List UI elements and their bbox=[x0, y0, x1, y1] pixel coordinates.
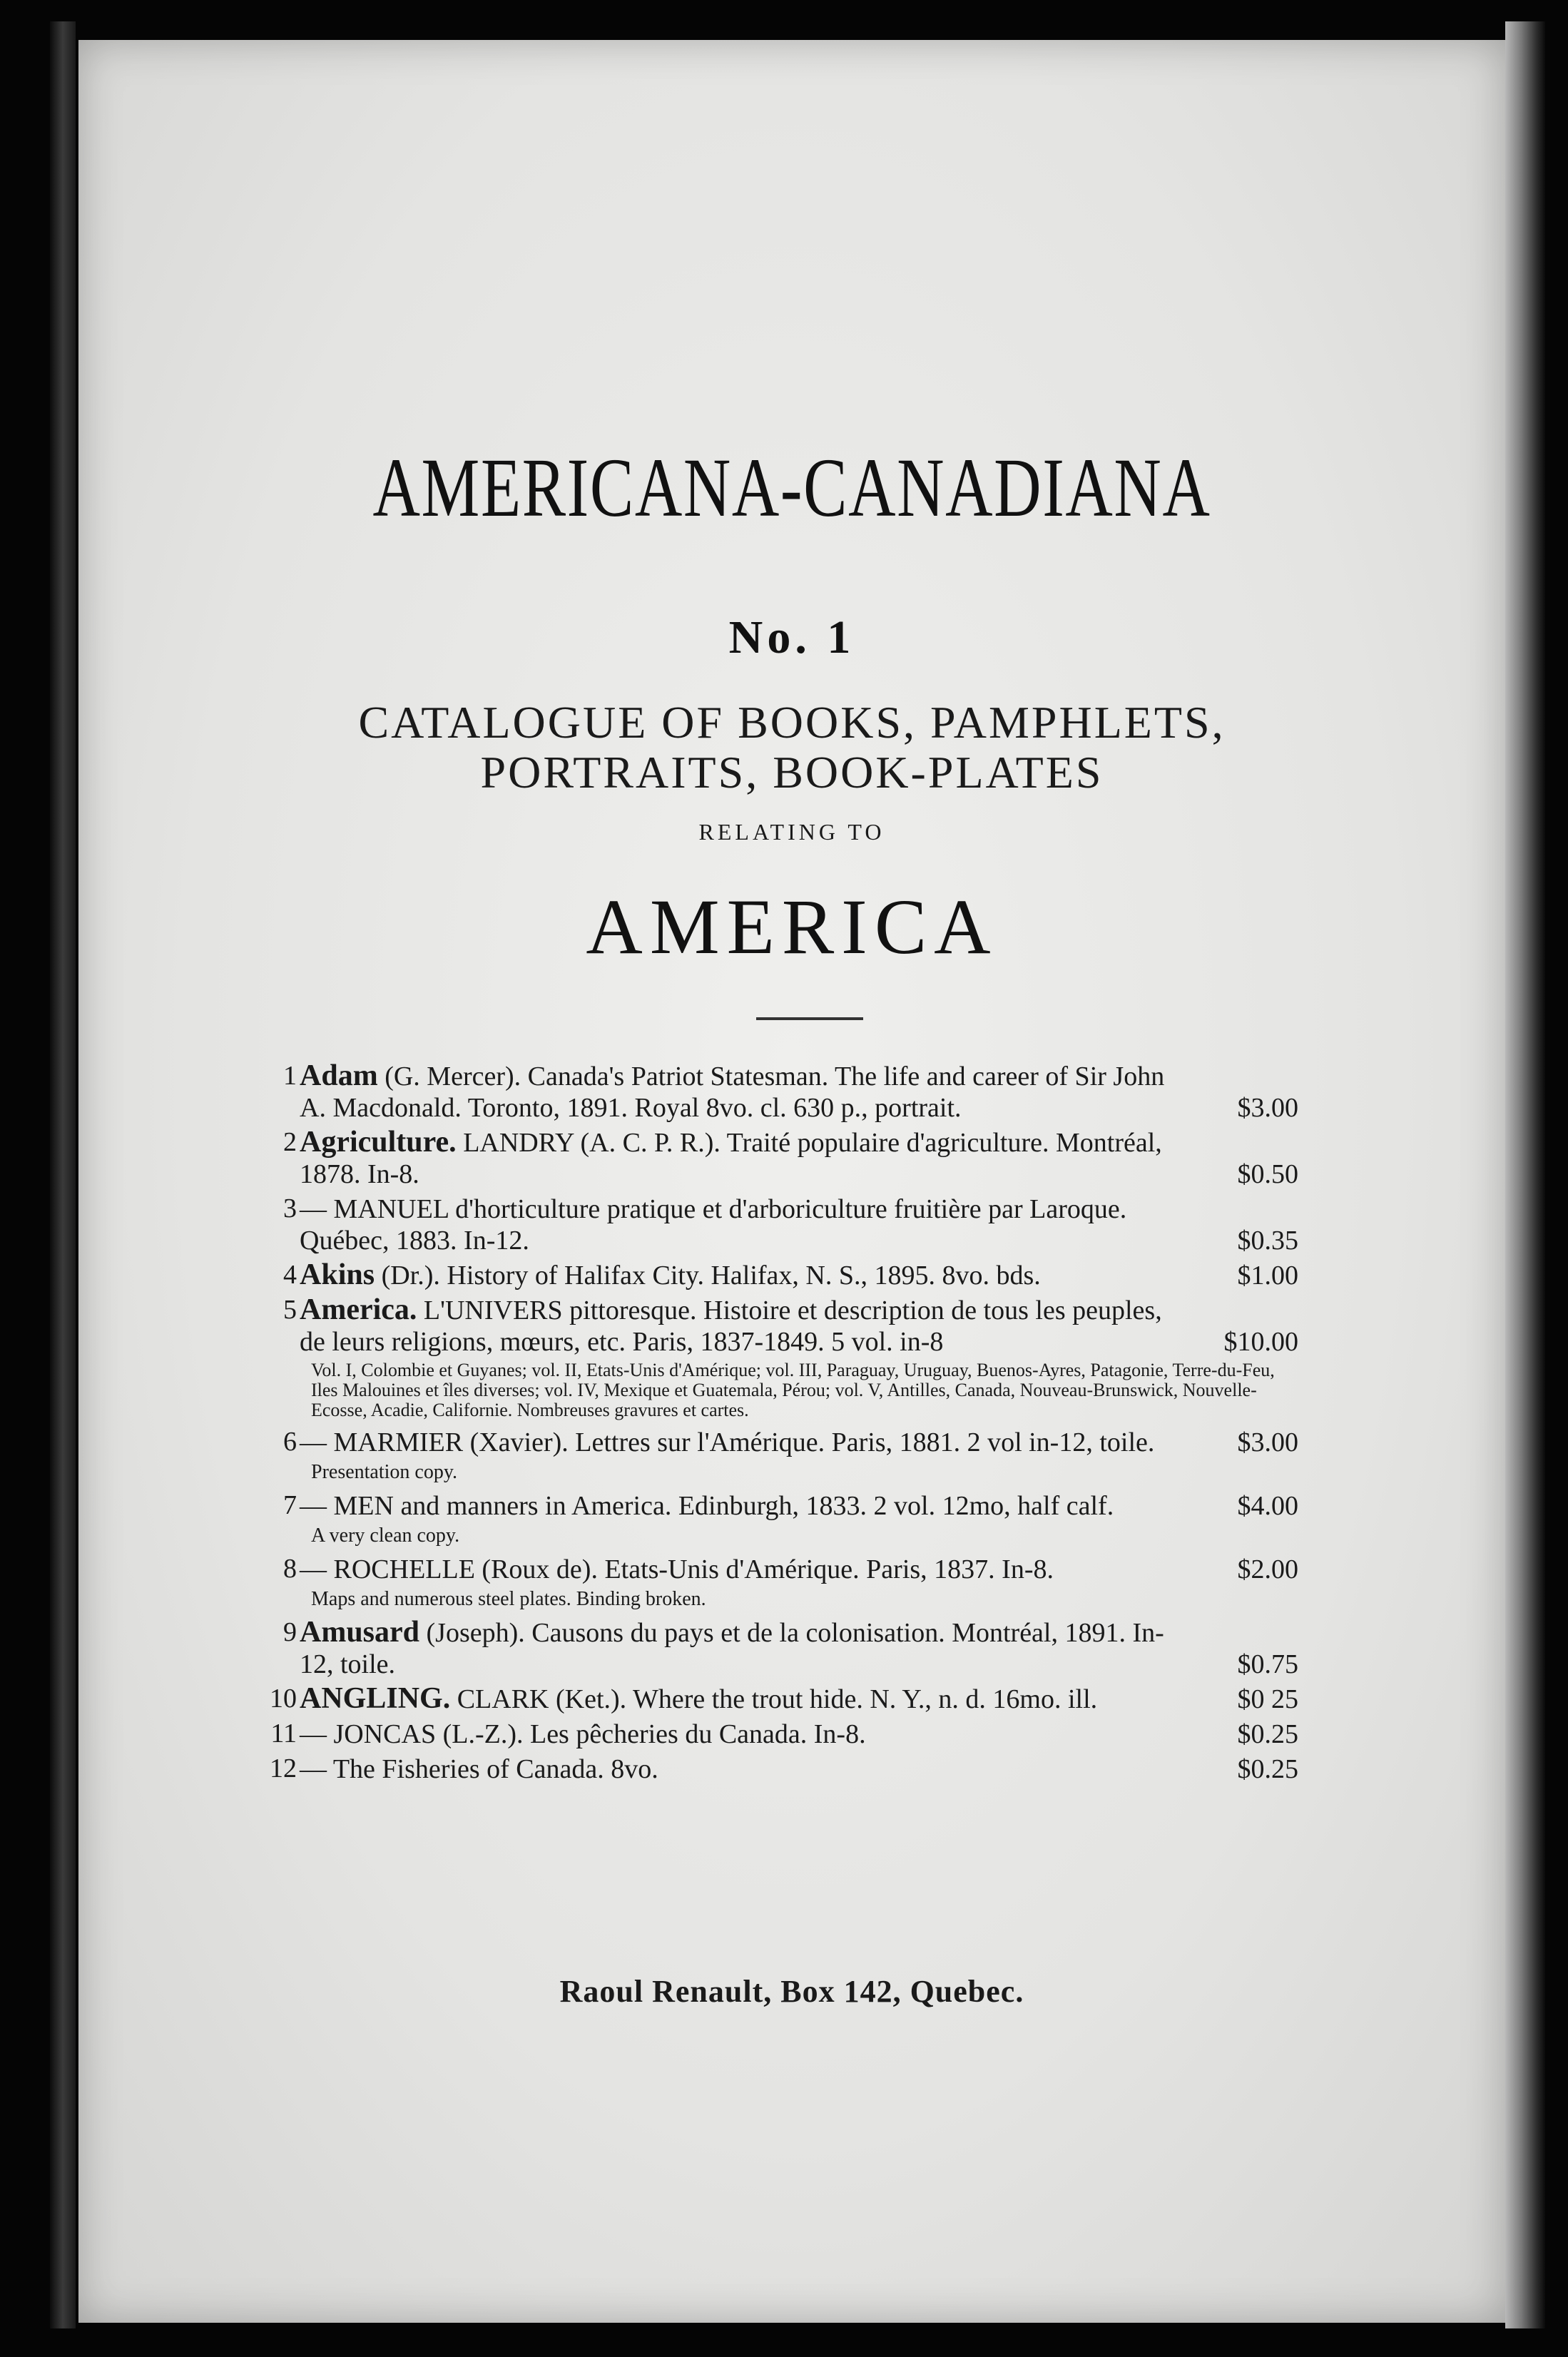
entry-text: LANDRY (A. C. P. R.). Traité populaire d'agriculture. Montréal, 1878. In-8. bbox=[300, 1128, 1162, 1189]
list-item bbox=[257, 1617, 1298, 1680]
entry-text: — ROCHELLE (Roux de). Etats-Unis d'Amérique. Paris, 1837. In-8. bbox=[300, 1554, 1054, 1584]
entry-heading: Agriculture. bbox=[300, 1126, 457, 1159]
list-item bbox=[257, 1126, 1298, 1190]
entry-text: — MEN and manners in America. Edinburgh, 1833. 2 vol. 12mo, half calf. bbox=[300, 1491, 1114, 1521]
entry-price: $0.25 bbox=[1237, 1754, 1298, 1784]
entry-heading: ANGLING. bbox=[300, 1682, 451, 1715]
list-item bbox=[257, 1259, 1298, 1291]
entry-price: $0.75 bbox=[1237, 1649, 1298, 1679]
main-title: AMERICA bbox=[586, 883, 998, 970]
entry-number: 4 bbox=[283, 1260, 297, 1290]
series-title: AMERICANA-CANADIANA bbox=[372, 441, 1211, 534]
list-item bbox=[257, 1718, 1298, 1750]
entry-text: (G. Mercer). Canada's Patriot Statesman. The life and career of Sir John A. Macdonald. Toronto, 1891. Royal 8vo. cl. 630 p., portrait. bbox=[300, 1062, 1165, 1123]
entry-number: 5 bbox=[283, 1295, 297, 1325]
entry-heading: America. bbox=[300, 1293, 417, 1326]
entry-text: (Joseph). Causons du pays et de la colonisation. Montréal, 1891. In-12, toile. bbox=[300, 1618, 1164, 1679]
entry-text: L'UNIVERS pittoresque. Histoire et description de tous les peuples, de leurs religions, mœurs, etc. Paris, 1837-1849. 5 vol. in-8 bbox=[300, 1295, 1162, 1357]
list-item bbox=[257, 1193, 1298, 1256]
entry-heading: Amusard bbox=[300, 1616, 420, 1649]
entry-number: 7 bbox=[283, 1490, 297, 1520]
entry-price: $0.35 bbox=[1237, 1226, 1298, 1256]
entry-price: $4.00 bbox=[1237, 1491, 1298, 1521]
document-page bbox=[78, 40, 1505, 2323]
entry-price: $0.50 bbox=[1237, 1159, 1298, 1189]
entry-number: 8 bbox=[283, 1554, 297, 1584]
list-item bbox=[257, 1294, 1298, 1358]
list-item bbox=[257, 1683, 1298, 1715]
catalogue-number: No. 1 bbox=[728, 611, 855, 663]
entry-number: 11 bbox=[270, 1719, 297, 1748]
entry-text: CLARK (Ket.). Where the trout hide. N. Y., n. d. 16mo. ill. bbox=[457, 1684, 1098, 1714]
entry-price: $3.00 bbox=[1237, 1427, 1298, 1457]
entry-price: $0 25 bbox=[1237, 1684, 1298, 1714]
entry-text: (Dr.). History of Halifax City. Halifax, N. S., 1895. 8vo. bds. bbox=[381, 1261, 1041, 1291]
entry-number: 2 bbox=[283, 1127, 297, 1157]
entry-note-men: A very clean copy. bbox=[311, 1524, 460, 1547]
entry-note-america: Vol. I, Colombie et Guyanes; vol. II, Etats-Unis d'Amérique; vol. III, Paraguay, Uruguay, Buenos-Ayres, Patagonie, Terre-du-Feu, Iles Malouines et îles diverses; vol. IV, Mexique et Guatemala, Pérou; vol. V, Antilles, Canada, Nouveau-Brunswick, Nouvelle-Ecosse, Acadie, Californie. Nombreuses gravures et cartes. bbox=[311, 1360, 1275, 1420]
catalogue-entries bbox=[257, 1060, 1298, 1788]
catalogue-line-2: PORTRAITS, BOOK-PLATES bbox=[480, 747, 1104, 798]
list-item bbox=[257, 1490, 1298, 1522]
list-item bbox=[257, 1426, 1298, 1458]
entry-text: — MARMIER (Xavier). Lettres sur l'Amérique. Paris, 1881. 2 vol in-12, toile. bbox=[300, 1427, 1155, 1457]
entry-heading: Akins bbox=[300, 1258, 375, 1291]
relating-to: RELATING TO bbox=[698, 819, 885, 845]
entry-price: $1.00 bbox=[1237, 1261, 1298, 1291]
catalogue-line-1: CATALOGUE OF BOOKS, PAMPHLETS, bbox=[358, 697, 1226, 748]
entry-number: 12 bbox=[270, 1753, 297, 1783]
entry-number: 1 bbox=[283, 1061, 297, 1091]
publisher-footer: Raoul Renault, Box 142, Quebec. bbox=[559, 1974, 1024, 2009]
list-item bbox=[257, 1060, 1298, 1124]
left-page-edge bbox=[50, 21, 76, 2328]
entry-number: 6 bbox=[283, 1427, 297, 1457]
entry-price: $10.00 bbox=[1223, 1327, 1298, 1357]
entry-text: — The Fisheries of Canada. 8vo. bbox=[300, 1754, 658, 1784]
entry-price: $3.00 bbox=[1237, 1093, 1298, 1123]
entry-number: 9 bbox=[283, 1617, 297, 1647]
entry-note-marmier: Presentation copy. bbox=[311, 1461, 458, 1483]
entry-text: — MANUEL d'horticulture pratique et d'arboriculture fruitière par Laroque. Québec, 1883. In-12. bbox=[300, 1194, 1127, 1256]
entry-number: 10 bbox=[270, 1684, 297, 1714]
entry-price: $0.25 bbox=[1237, 1719, 1298, 1749]
entry-price: $2.00 bbox=[1237, 1554, 1298, 1584]
right-page-edge bbox=[1505, 21, 1545, 2328]
entry-number: 3 bbox=[283, 1193, 297, 1223]
entry-note-rochelle: Maps and numerous steel plates. Binding broken. bbox=[311, 1588, 706, 1610]
list-item bbox=[257, 1553, 1298, 1585]
divider-rule bbox=[756, 1017, 863, 1020]
list-item bbox=[257, 1753, 1298, 1785]
entry-text: — JONCAS (L.-Z.). Les pêcheries du Canada. In-8. bbox=[300, 1719, 866, 1749]
entry-heading: Adam bbox=[300, 1059, 378, 1092]
